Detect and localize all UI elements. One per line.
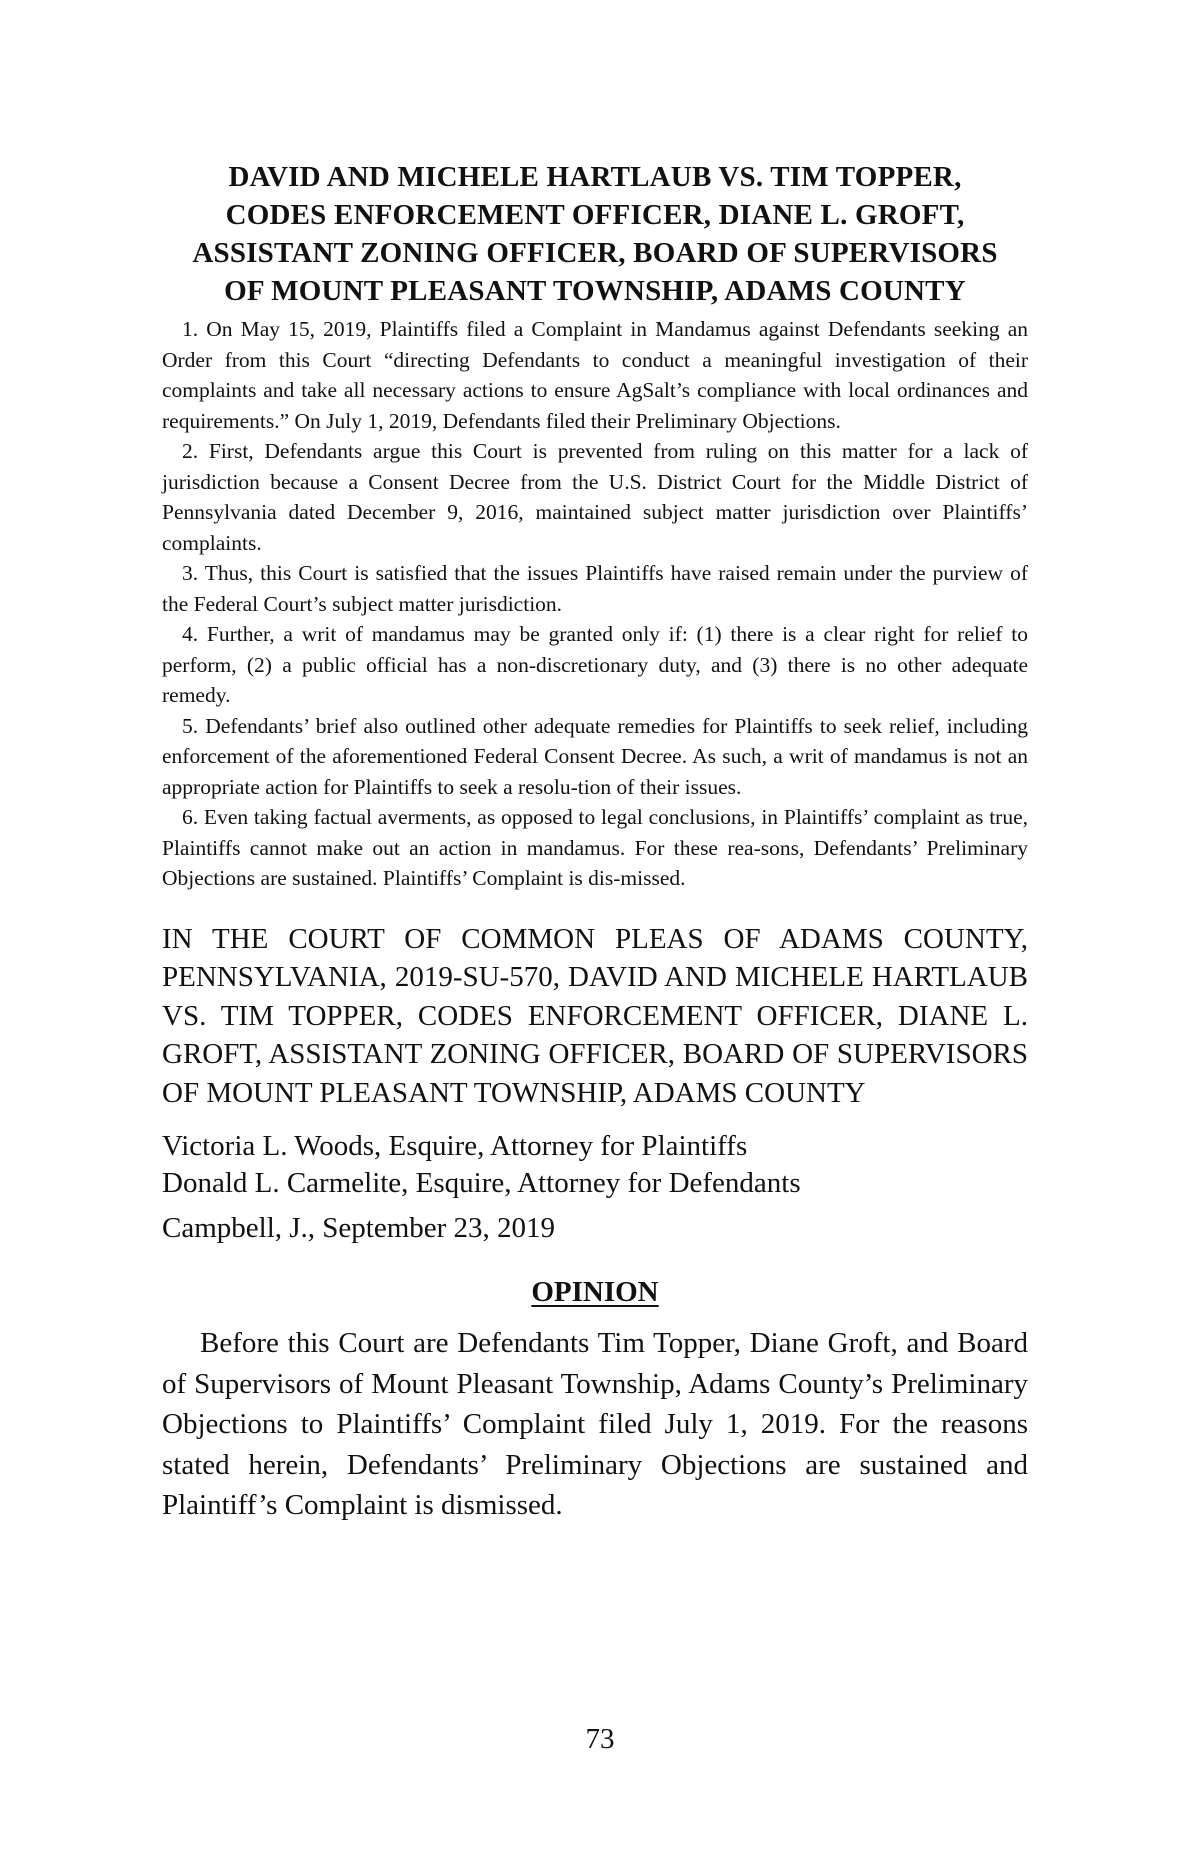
headnote-paragraph: 4. Further, a writ of mandamus may be granted only if: (1) there is a clear right for relief to perform, (2) a public official has a non-discretionary duty, and (3) there is no other adequate remedy. <box>162 622 1028 707</box>
defendants-attorney: Donald L. Carmelite, Esquire, Attorney for Defendants <box>162 1167 801 1199</box>
caption-title-line: CODES ENFORCEMENT OFFICER, DIANE L. GROFT, <box>225 199 965 231</box>
caption-title-line: OF MOUNT PLEASANT TOWNSHIP, ADAMS COUNTY <box>224 275 966 307</box>
headnote-paragraph: 1. On May 15, 2019, Plaintiffs filed a Complaint in Mandamus against Defendants seeking an Order from this Court “directing Defendants to conduct a meaningful investigation of their complaints and take all necessary actions to ensure AgSalt’s compliance with local ordinances and requirements.” On July 1, 2019, Defendants filed their Preliminary Objections. <box>162 317 1028 433</box>
headnote-paragraph: 5. Defendants’ brief also outlined other adequate remedies for Plaintiffs to seek relief, including enforcement of the aforementioned Federal Consent Decree. As such, a writ of mandamus is not an appropriate action for Plaintiffs to seek a resolu-tion of their issues. <box>162 713 1028 799</box>
opinion-body: Before this Court are Defendants Tim Topper, Diane Groft, and Board of Supervisors of Mount Pleasant Township, Adams County’s Preliminary Objections to Plaintiffs’ Complaint filed July 1, 2019. For the reasons stated herein, Defendants’ Preliminary Objections are sustained and Plaintiff’s Complaint is dismissed. <box>162 1327 1028 1521</box>
opinion-heading-text: OPINION <box>531 1276 659 1308</box>
court-caption: IN THE COURT OF COMMON PLEAS OF ADAMS COUNTY, PENNSYLVANIA, 2019-SU-570, DAVID AND MICHELE HARTLAUB VS. TIM TOPPER, CODES ENFORCEMENT OFFICER, DIANE L. GROFT, ASSISTANT ZONING OFFICER, BOARD OF SUPERVISORS OF MOUNT PLEASANT TOWNSHIP, ADAMS COUNTY <box>162 922 1028 1109</box>
headnote-paragraph: 2. First, Defendants argue this Court is prevented from ruling on this matter for a lack of jurisdiction because a Consent Decree from the U.S. District Court for the Middle District of Pennsylvania dated December 9, 2016, maintained subject matter jurisdiction over Plaintiffs’ complaints. <box>162 439 1028 555</box>
headnotes <box>162 314 1028 894</box>
document-page <box>162 158 1028 1526</box>
counsel-block <box>162 1128 1028 1247</box>
headnote-paragraph: 3. Thus, this Court is satisfied that the issues Plaintiffs have raised remain under the purview of the Federal Court’s subject matter jurisdiction. <box>162 561 1028 616</box>
caption-title-line: DAVID AND MICHELE HARTLAUB VS. TIM TOPPER, <box>228 161 962 193</box>
caption-title-line: ASSISTANT ZONING OFFICER, BOARD OF SUPERVISORS <box>192 237 998 269</box>
opinion-heading <box>162 1273 1028 1311</box>
case-caption-title <box>162 158 1028 310</box>
judge-and-date: Campbell, J., September 23, 2019 <box>162 1212 556 1244</box>
plaintiffs-attorney: Victoria L. Woods, Esquire, Attorney for Plaintiffs <box>162 1130 748 1162</box>
headnote-paragraph: 6. Even taking factual averments, as opposed to legal conclusions, in Plaintiffs’ complaint as true, Plaintiffs cannot make out an action in mandamus. For these rea-sons, Defendants’ Preliminary Objections are sustained. Plaintiffs’ Complaint is dis-missed. <box>162 805 1028 890</box>
page-number: 73 <box>585 1723 615 1755</box>
